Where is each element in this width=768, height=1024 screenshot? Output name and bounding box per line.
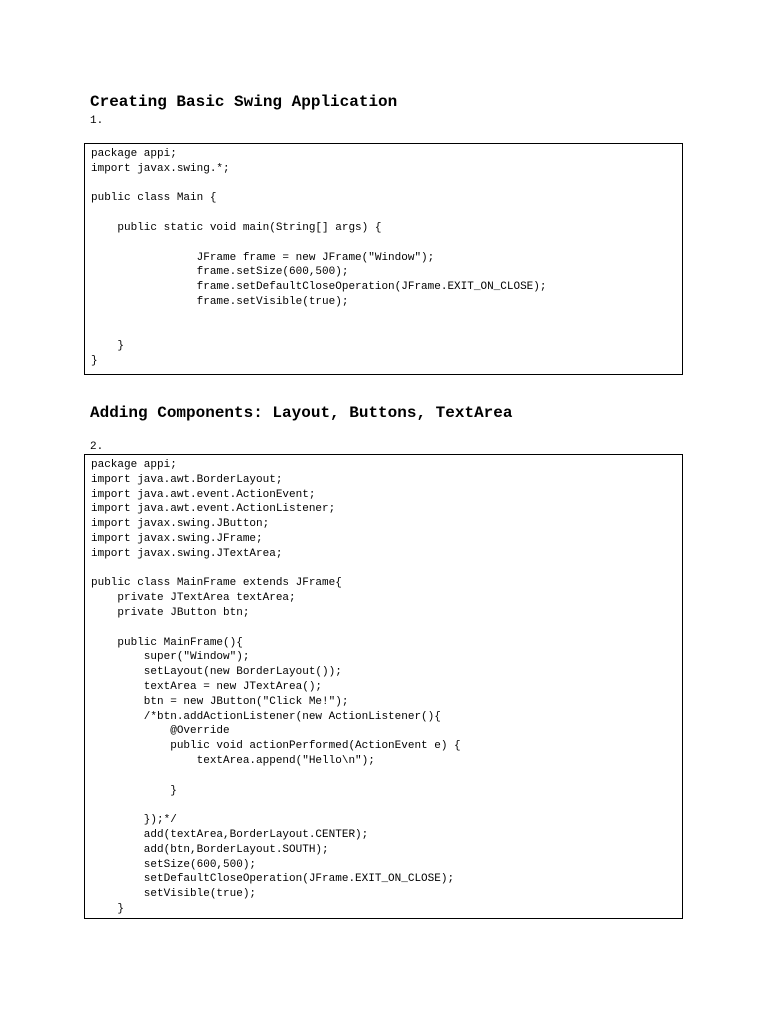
section1-heading: Creating Basic Swing Application [90,93,398,111]
section1-code-box [84,143,683,375]
section2-heading: Adding Components: Layout, Buttons, TextArea [90,404,513,422]
section1-code: package appi; import javax.swing.*; public class Main { public static void main(String[] args) { JFrame frame = new JFrame("Window"); frame.setSize(600,500); frame.setDefaultCloseOperation(JFrame.EXIT_ON_CLOSE); frame.setVisible(true); } } [91,148,547,368]
section2-code: package appi; import java.awt.BorderLayout; import java.awt.event.ActionEvent; import java.awt.event.ActionListener; import javax.swing.JButton; import javax.swing.JFrame; import javax.swing.JTextArea; public class MainFrame extends JFrame{ private JTextArea textArea; private JButton btn; public MainFrame(){ super("Window"); setLayout(new BorderLayout()); textArea = new JTextArea(); btn = new JButton("Click Me!"); /*btn.addActionListener(new ActionListener(){ @Override public void actionPerformed(ActionEvent e) { textArea.append("Hello\n"); } });*/ add(textArea,BorderLayout.CENTER); add(btn,BorderLayout.SOUTH); setSize(600,500); setDefaultCloseOperation(JFrame.EXIT_ON_CLOSE); setVisible(true); } [91,459,461,915]
section2-code-box [84,454,683,919]
section2-number: 2. [90,441,104,453]
section1-number: 1. [90,115,104,127]
